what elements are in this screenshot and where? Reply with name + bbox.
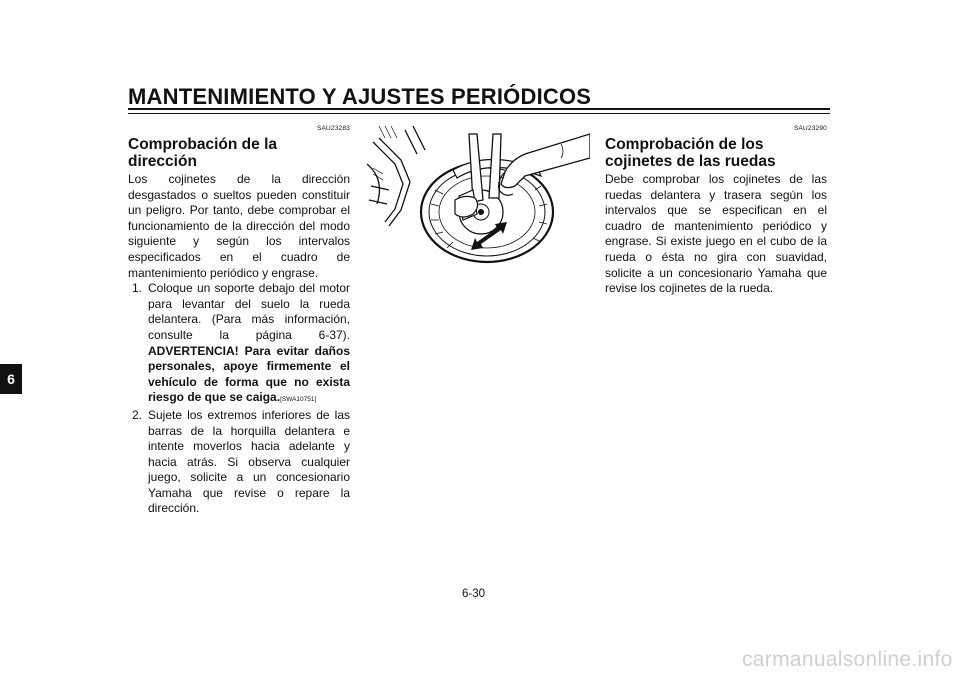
warning-text: ADVERTENCIA! Para evitar daños personales, apoye firmemente el vehículo de forma que no exista riesgo de que se caiga. — [148, 343, 350, 405]
section-title: Comprobación de la dirección — [128, 136, 277, 170]
page-number: 6-30 — [462, 588, 486, 600]
step-text: Sujete los extremos inferiores de las barras de la horquilla delantera e intente moverlos hacia adelante y hacia atrás. Si observa cualquier juego, solicite a un concesionario Yamaha que revise o repare la dirección. — [148, 407, 350, 516]
section-body: Debe comprobar los cojinetes de las ruedas delantera y trasera según los intervalos que se especifican en el cuadro de mantenimiento periódico y engrase. Si existe juego en el cubo de la rueda o ésta no gira con suavidad, solicite a un concesionario Yamaha que revise los cojinetes de la rueda. — [605, 172, 827, 296]
step-number: 1. — [132, 281, 143, 296]
step-number: 2. — [132, 407, 143, 422]
steering-section — [128, 124, 350, 517]
page-header-title: MANTENIMIENTO Y AJUSTES PERIÓDICOS — [128, 84, 592, 109]
steering-illustration — [365, 124, 590, 264]
section-intro: Los cojinetes de la dirección desgastados o sueltos pueden constituir un peligro. Por tanto, debe comprobar el funcionamiento de la dirección del modo siguiente y según los intervalos especificados en el cuadro de mantenimiento periódico y engrase. — [128, 172, 350, 280]
list-item — [128, 281, 350, 408]
list-item — [128, 408, 350, 517]
wheel-bearings-section — [605, 124, 827, 297]
section-title: Comprobación de los cojinetes de las ruedas — [605, 136, 776, 170]
watermark: carmanualsonline.info — [742, 648, 953, 671]
front-wheel-fork-drawing — [365, 124, 590, 264]
header-rule-thin — [128, 113, 830, 114]
chapter-tab: 6 — [0, 364, 22, 394]
section-code: SAU23290 — [793, 125, 827, 132]
steps-list — [128, 281, 350, 517]
step-text: Coloque un soporte debajo del motor para levantar del suelo la rueda delantera. (Para más información, consulte la página 6-37). — [148, 281, 350, 342]
header-rule — [128, 108, 830, 110]
warning-ref: [SWA10751] — [280, 396, 317, 404]
section-code: SAU23283 — [316, 125, 350, 132]
